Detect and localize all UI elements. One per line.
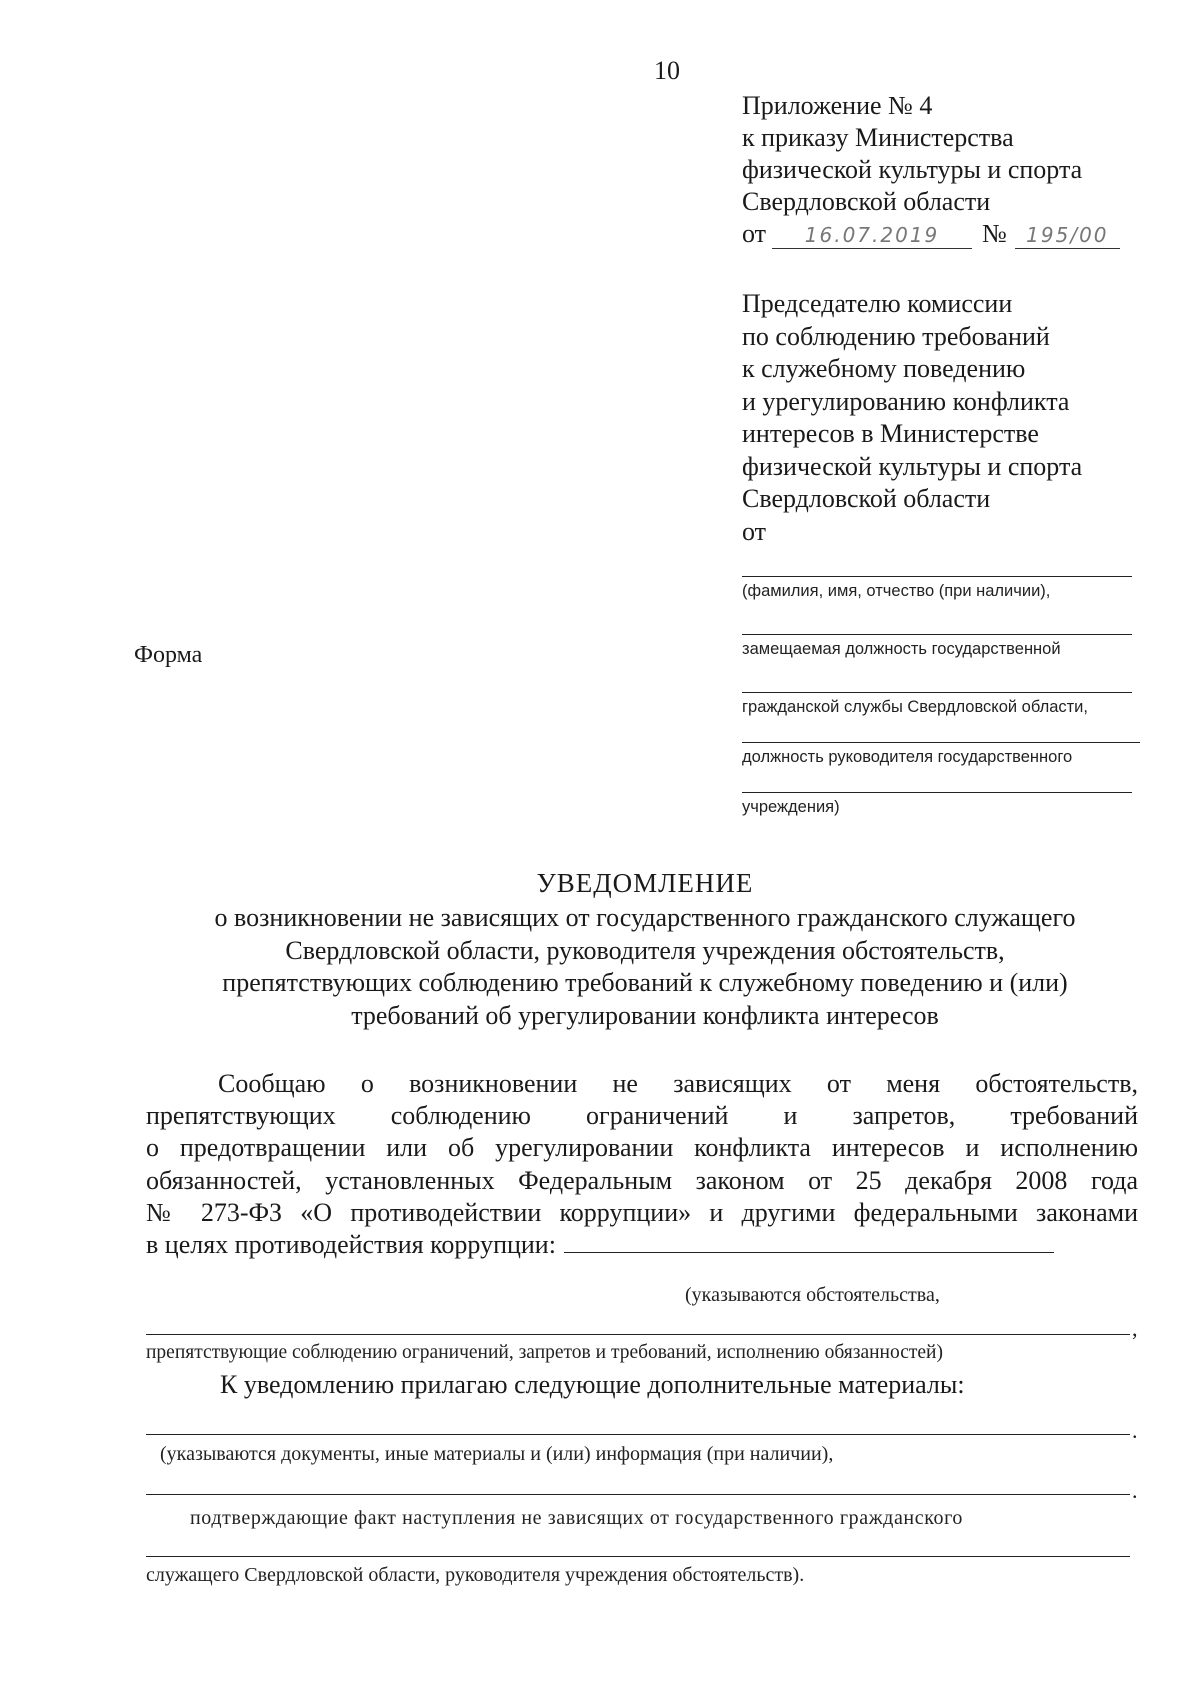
subtitle-line: требований об урегулировании конфликта интересов (351, 1000, 939, 1030)
attachments-fill-line[interactable] (146, 1556, 1130, 1557)
appendix-line: Приложение № 4 (742, 91, 933, 120)
sender-caption: должность руководителя государственного (742, 748, 1073, 766)
body-line: Сообщаю о возникновении не зависящих от меня обстоятельств, (218, 1069, 1138, 1098)
attachments-fill-line[interactable] (146, 1434, 1130, 1435)
body-line: препятствующих соблюдению ограничений и запретов, требований (146, 1101, 1138, 1131)
notice-subtitle (160, 902, 1130, 1032)
appendix-line: физической культуры и спорта (742, 155, 1083, 184)
caption-docs-end: служащего Свердловской области, руководителя учреждения обстоятельств). (146, 1564, 805, 1586)
attachments-fill-line[interactable] (146, 1494, 1130, 1495)
caption-docs-cont: подтверждающие факт наступления не зависящих от государственного гражданского (190, 1507, 964, 1529)
sender-caption: гражданской службы Свердловской области, (742, 698, 1088, 716)
line-end-dot: . (1132, 1418, 1138, 1443)
sender-caption: учреждения) (742, 798, 840, 816)
sender-fill-line[interactable] (742, 792, 1132, 793)
addressee-line: по соблюдению требований (742, 321, 1050, 351)
addressee-block (742, 288, 1082, 548)
sender-caption: замещаемая должность государственной (742, 640, 1061, 658)
page-number: 10 (654, 56, 680, 85)
order-date-line (742, 218, 1120, 250)
form-label: Форма (134, 642, 203, 668)
caption-circumstances-cont: препятствующие соблюдению ограничений, запретов и требований, исполнению обязанностей) (146, 1342, 943, 1363)
subtitle-line: о возникновении не зависящих от государственного гражданского служащего (214, 903, 1076, 932)
sender-fill-line[interactable] (742, 576, 1132, 577)
subtitle-line: препятствующих соблюдению требований к служебному поведению и (или) (222, 968, 1068, 997)
appendix-block (742, 90, 1120, 250)
order-date-handwritten: 16.07.2019 (772, 222, 972, 249)
body-line: о предотвращении или об урегулировании конфликта интересов и исполнению (146, 1133, 1138, 1163)
attachments-line: К уведомлению прилагаю следующие дополнительные материалы: (220, 1370, 965, 1399)
addressee-line: Свердловской области (742, 484, 991, 513)
order-number-handwritten: 195/00 (1015, 222, 1120, 249)
appendix-line: Свердловской области (742, 187, 991, 216)
body-line: обязанностей, установленных Федеральным законом от 25 декабря 2008 года (146, 1165, 1138, 1195)
addressee-line: интересов в Министерстве (742, 419, 1039, 448)
circumstances-fill-line[interactable] (146, 1334, 1130, 1335)
circumstances-inline-blank[interactable] (564, 1232, 1054, 1253)
sender-caption: (фамилия, имя, отчество (при наличии), (742, 582, 1051, 600)
body-line: в целях противодействия коррупции: (146, 1230, 556, 1260)
body-line-with-blank (146, 1229, 1138, 1261)
addressee-line: к служебному поведению (742, 354, 1026, 383)
notice-body (146, 1068, 1138, 1261)
appendix-line: к приказу Министерства (742, 123, 1014, 152)
caption-docs: (указываются документы, иные материалы и (или) информация (при наличии), (160, 1443, 834, 1465)
body-line: № 273-ФЗ «О противодействии коррупции» и другими федеральными законами (146, 1197, 1138, 1227)
sender-fill-line[interactable] (742, 742, 1140, 743)
line-end-dot: . (1132, 1478, 1138, 1503)
sender-fill-line[interactable] (742, 634, 1132, 635)
number-label: № (982, 219, 1007, 248)
addressee-line: Председателю комиссии (742, 289, 1013, 318)
notice-title: УВЕДОМЛЕНИЕ (536, 868, 754, 898)
addressee-line: от (742, 516, 767, 546)
subtitle-line: Свердловской области, руководителя учреждения обстоятельств, (285, 935, 1005, 965)
addressee-line: и урегулированию конфликта (742, 386, 1070, 416)
from-label: от (742, 219, 767, 248)
line-end-comma: , (1132, 1316, 1138, 1341)
addressee-line: физической культуры и спорта (742, 451, 1083, 481)
caption-circumstances: (указываются обстоятельства, (685, 1284, 940, 1306)
sender-fill-line[interactable] (742, 692, 1132, 693)
